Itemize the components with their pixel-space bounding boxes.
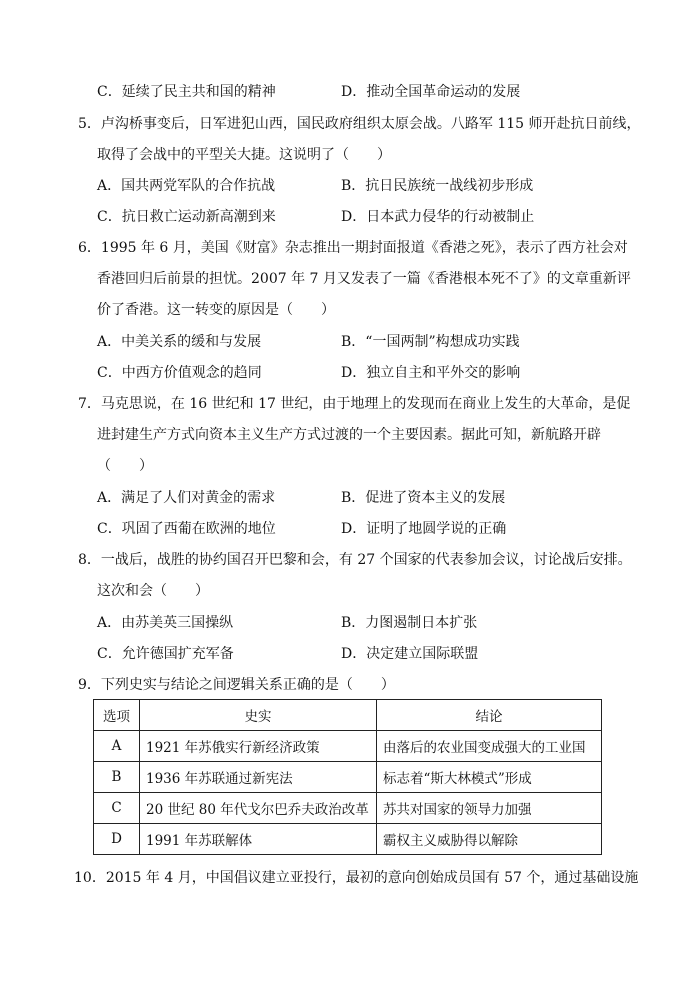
q8-stem-line2: 这次和会（ ） bbox=[97, 583, 209, 599]
table-header-cell: 选项 bbox=[94, 700, 140, 731]
q6-stem-line1: 6．1995 年 6 月，美国《财富》杂志推出一期封面报道《香港之死》，表示了西方社会对 bbox=[78, 240, 628, 256]
table-row bbox=[94, 824, 602, 855]
q4-option-d: D．推动全国革命运动的发展 bbox=[341, 84, 521, 100]
table-cell: 20 世纪 80 年代戈尔巴乔夫政治改革 bbox=[140, 793, 377, 824]
q8-stem-line1: 8．一战后，战胜的协约国召开巴黎和会，有 27 个国家的代表参加会议，讨论战后安排。 bbox=[78, 552, 632, 568]
q6-option-c: C．中西方价值观念的趋同 bbox=[97, 365, 262, 381]
q9-stem-line1: 9．下列史实与结论之间逻辑关系正确的是（ ） bbox=[78, 677, 395, 693]
q5-option-c: C．抗日救亡运动新高潮到来 bbox=[97, 209, 276, 225]
q4-option-c: C．延续了民主共和国的精神 bbox=[97, 84, 276, 100]
q5-stem-line1: 5．卢沟桥事变后，日军进犯山西，国民政府组织太原会战。八路军 115 师开赴抗日前线， bbox=[78, 116, 641, 132]
q7-option-c: C．巩固了西葡在欧洲的地位 bbox=[97, 521, 276, 537]
q6-stem-line2: 香港回归后前景的担忧。2007 年 7 月又发表了一篇《香港根本死不了》的文章重新评 bbox=[97, 271, 631, 287]
q7-option-a: A．满足了人们对黄金的需求 bbox=[97, 490, 276, 506]
table-header-cell: 结论 bbox=[377, 700, 602, 731]
table-cell: D bbox=[94, 824, 140, 855]
table-cell: 1921 年苏俄实行新经济政策 bbox=[140, 731, 377, 762]
table-cell: 1991 年苏联解体 bbox=[140, 824, 377, 855]
q7-stem-line1: 7．马克思说，在 16 世纪和 17 世纪，由于地理上的发现而在商业上发生的大革命，是促 bbox=[78, 396, 631, 412]
table-cell: A bbox=[94, 731, 140, 762]
table-header-cell: 史实 bbox=[140, 700, 377, 731]
table-cell: C bbox=[94, 793, 140, 824]
q8-option-a: A．由苏美英三国操纵 bbox=[97, 615, 234, 631]
q6-stem-line3: 价了香港。这一转变的原因是（ ） bbox=[97, 302, 335, 318]
q6-option-d: D．独立自主和平外交的影响 bbox=[341, 365, 521, 381]
q10-stem-line1: 10．2015 年 4 月，中国倡议建立亚投行，最初的意向创始成员国有 57 个，通过基础设施 bbox=[74, 870, 639, 886]
q8-option-b: B．力图遏制日本扩张 bbox=[341, 615, 478, 631]
q5-option-b: B．抗日民族统一战线初步形成 bbox=[341, 178, 534, 194]
table-row bbox=[94, 731, 602, 762]
q7-stem-line2: 进封建生产方式向资本主义生产方式过渡的一个主要因素。据此可知，新航路开辟 bbox=[97, 427, 601, 443]
table-cell: 由落后的农业国变成强大的工业国 bbox=[377, 731, 602, 762]
q5-option-d: D．日本武力侵华的行动被制止 bbox=[341, 209, 535, 225]
q7-option-d: D．证明了地圆学说的正确 bbox=[341, 521, 507, 537]
table-header-row bbox=[94, 700, 602, 731]
table-cell: 苏共对国家的领导力加强 bbox=[377, 793, 602, 824]
q9-table bbox=[93, 699, 602, 855]
q7-stem-line3: （ ） bbox=[97, 458, 153, 474]
q6-option-a: A．中美关系的缓和与发展 bbox=[97, 334, 262, 350]
table-cell: B bbox=[94, 762, 140, 793]
q8-option-c: C．允许德国扩充军备 bbox=[97, 646, 234, 662]
q6-option-b: B．“一国两制”构想成功实践 bbox=[341, 334, 520, 350]
table-cell: 1936 年苏联通过新宪法 bbox=[140, 762, 377, 793]
table-row bbox=[94, 793, 602, 824]
q5-option-a: A．国共两党军队的合作抗战 bbox=[97, 178, 276, 194]
q5-stem-line2: 取得了会战中的平型关大捷。这说明了（ ） bbox=[97, 147, 391, 163]
table-cell: 霸权主义威胁得以解除 bbox=[377, 824, 602, 855]
table-row bbox=[94, 762, 602, 793]
table-cell: 标志着“斯大林模式”形成 bbox=[377, 762, 602, 793]
q7-option-b: B．促进了资本主义的发展 bbox=[341, 490, 506, 506]
q8-option-d: D．决定建立国际联盟 bbox=[341, 646, 479, 662]
